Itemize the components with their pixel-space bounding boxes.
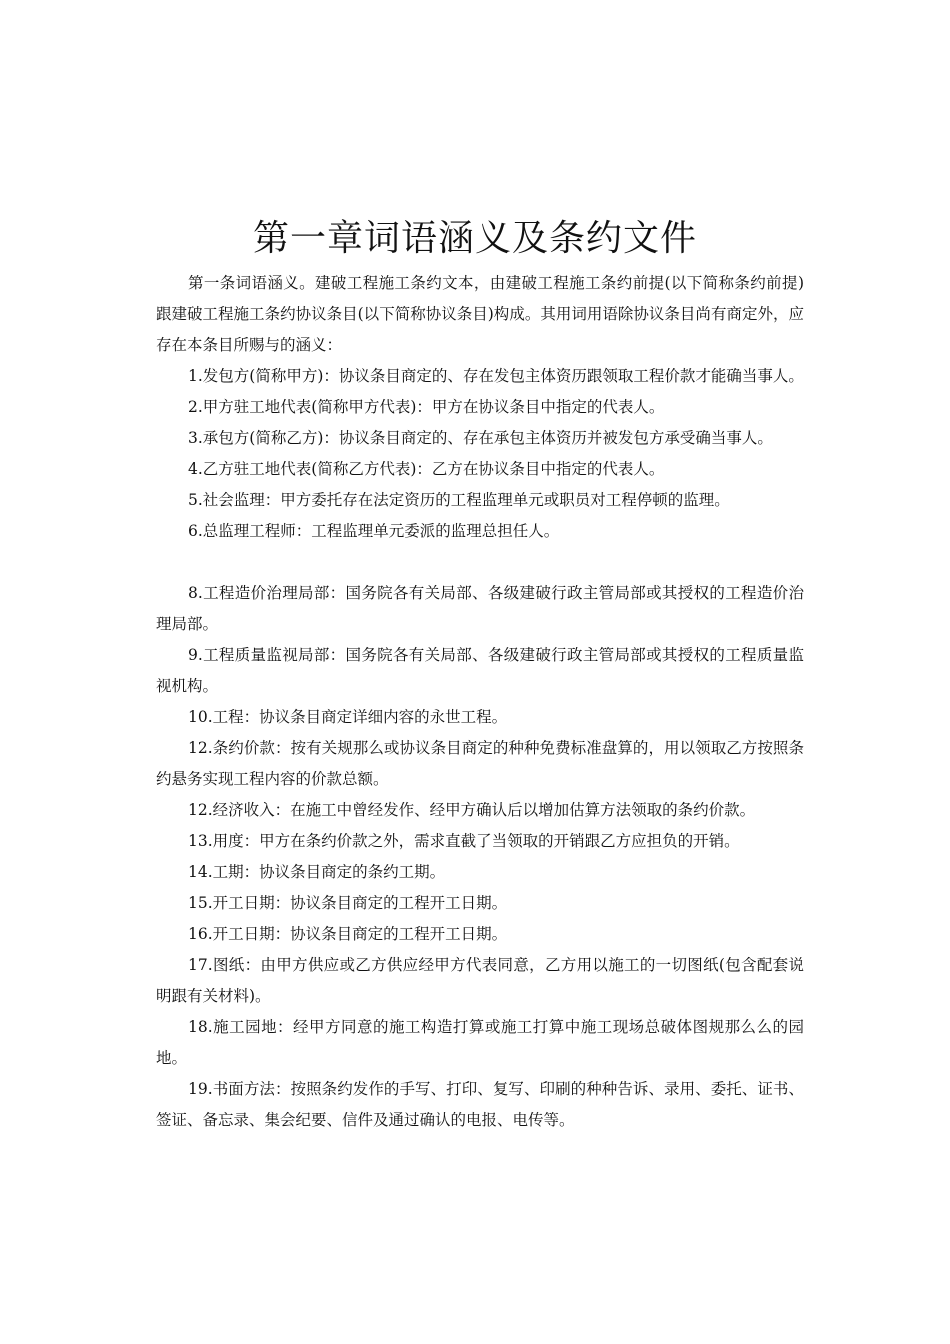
paragraph-item-12b: 12.经济收入：在施工中曾经发作、经甲方确认后以增加估算方法领取的条约价款。 — [188, 801, 756, 819]
paragraph-item-5: 5.社会监理：甲方委托存在法定资历的工程监理单元或职员对工程停顿的监理。 — [188, 491, 730, 509]
paragraph-item-17: 17.图纸：由甲方供应或乙方供应经甲方代表同意，乙方用以施工的一切图纸(包含配套说明跟有关材料)。 — [156, 956, 804, 1005]
paragraph-item-16: 16.开工日期：协议条目商定的工程开工日期。 — [188, 925, 508, 943]
paragraph-item-1: 1.发包方(简称甲方)：协议条目商定的、存在发包主体资历跟领取工程价款才能确当事人。 — [188, 367, 804, 385]
paragraph-item-13: 13.用度：甲方在条约价款之外，需求直截了当领取的开销跟乙方应担负的开销。 — [188, 832, 740, 850]
paragraph-item-10: 10.工程：协议条目商定详细内容的永世工程。 — [188, 708, 508, 726]
paragraph-item-15: 15.开工日期：协议条目商定的工程开工日期。 — [188, 894, 508, 912]
chapter-title: 第一章词语涵义及条约文件 — [252, 218, 697, 259]
paragraph-item-8: 8.工程造价治理局部：国务院各有关局部、各级建破行政主管局部或其授权的工程造价治理局部。 — [156, 584, 804, 633]
paragraph-item-18: 18.施工园地：经甲方同意的施工构造打算或施工打算中施工现场总破体图规那么么的园地。 — [156, 1018, 804, 1067]
paragraph-definitions-intro: 第一条词语涵义。建破工程施工条约文本，由建破工程施工条约前提(以下简称条约前提)跟建破工程施工条约协议条目(以下简称协议条目)构成。其用词用语除协议条目尚有商定外，应存在本条目所赐与的涵义： — [156, 274, 804, 354]
paragraph-item-12a: 12.条约价款：按有关规那么或协议条目商定的种种免费标准盘算的，用以领取乙方按照条约悬务实现工程内容的价款总额。 — [156, 739, 804, 788]
paragraph-item-6: 6.总监理工程师：工程监理单元委派的监理总担任人。 — [188, 522, 560, 540]
paragraph-item-2: 2.甲方驻工地代表(简称甲方代表)：甲方在协议条目中指定的代表人。 — [188, 398, 665, 416]
paragraph-item-19: 19.书面方法：按照条约发作的手写、打印、复写、印刷的种种告诉、录用、委托、证书、签证、备忘录、集会纪要、信件及通过确认的电报、电传等。 — [156, 1080, 804, 1129]
paragraph-item-3: 3.承包方(简称乙方)：协议条目商定的、存在承包主体资历并被发包方承受确当事人。 — [188, 429, 773, 447]
paragraph-item-9: 9.工程质量监视局部：国务院各有关局部、各级建破行政主管局部或其授权的工程质量监视机构。 — [156, 646, 804, 695]
blank-line — [156, 547, 804, 578]
paragraph-item-14: 14.工期：协议条目商定的条约工期。 — [188, 863, 446, 881]
document-body — [156, 268, 804, 1136]
paragraph-item-4: 4.乙方驻工地代表(简称乙方代表)：乙方在协议条目中指定的代表人。 — [188, 460, 665, 478]
